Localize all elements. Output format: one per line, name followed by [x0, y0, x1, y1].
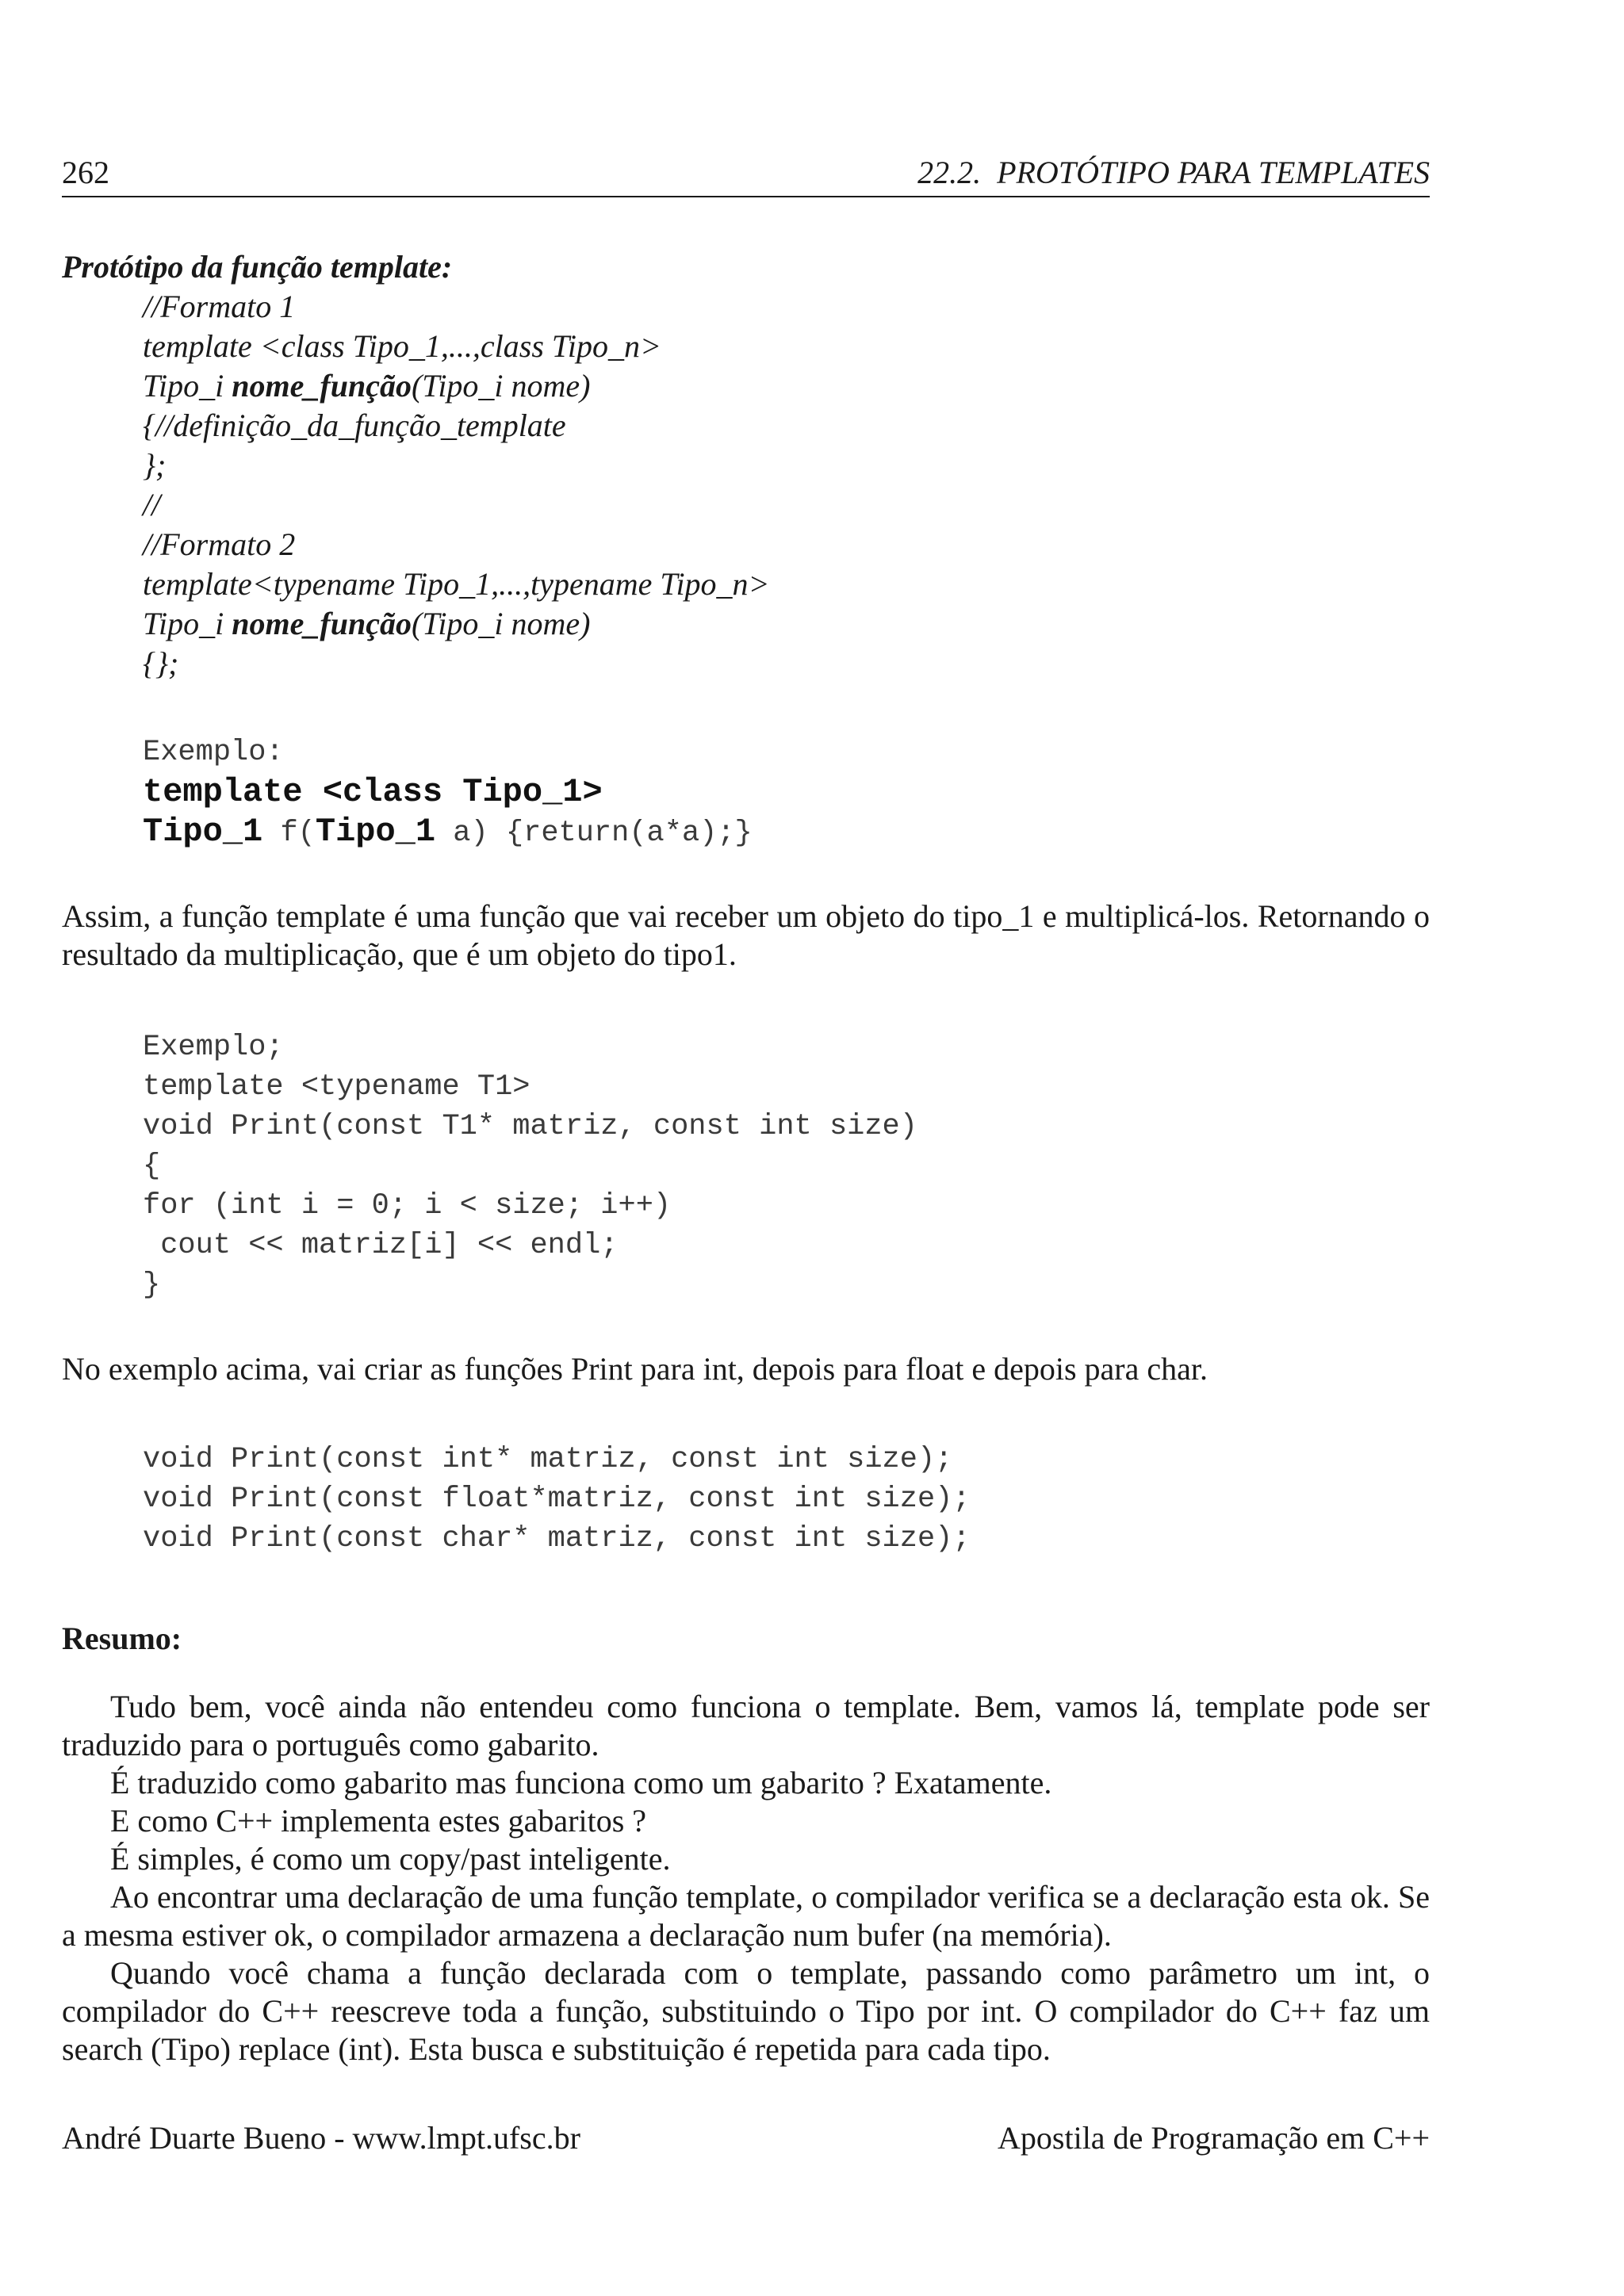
format2-sig-name: nome_função [232, 606, 412, 641]
example1-return-type: Tipo_1 [143, 813, 263, 851]
format2-template: template<typename Tipo_1,...,typename Tipo_n> [143, 566, 770, 602]
resumo-paragraph: Quando você chama a função declarada com o template, passando como parâmetro um int, o compilador do C++ reescreve toda a função, substituindo o Tipo por int. O compilador do C++ faz um search (Tipo) replace (int). Esta busca e substituição é repetida para cada tipo. [62, 1955, 1430, 2067]
example1-line2 [143, 813, 753, 851]
resumo-paragraph: Tudo bem, você ainda não entendeu como funciona o template. Bem, vamos lá, template pode ser traduzido para o português como gabarito. [62, 1689, 1430, 1762]
format1-template: template <class Tipo_1,...,class Tipo_n> [143, 328, 662, 364]
example1-param-type: Tipo_1 [315, 813, 436, 851]
example1-line1: template <class Tipo_1> [143, 773, 603, 811]
format2-signature [143, 605, 591, 642]
format1-sig-name: nome_função [232, 368, 412, 404]
example2-line: void Print(const T1* matriz, const int size) [143, 1110, 917, 1143]
footer-book-title: Apostila de Programação em C++ [998, 2120, 1430, 2156]
example3-line: void Print(const int* matriz, const int size); [143, 1443, 953, 1476]
example2-line: for (int i = 0; i < size; i++) [143, 1189, 672, 1223]
example2-line: template <typename T1> [143, 1070, 530, 1104]
example2-line: Exemplo; [143, 1031, 284, 1064]
format1-body: {//definição_da_função_template [143, 408, 566, 443]
resumo-paragraph: E como C++ implementa estes gabaritos ? [110, 1803, 647, 1839]
format1-signature [143, 367, 591, 404]
example3-line: void Print(const float*matriz, const int size); [143, 1483, 971, 1516]
paragraph-explanation-2: No exemplo acima, vai criar as funções Print para int, depois para float e depois para char. [62, 1351, 1208, 1387]
example1-label: Exemplo: [143, 736, 284, 769]
format1-close: }; [143, 447, 167, 483]
format2-sig-post: (Tipo_i nome) [411, 606, 591, 641]
prototype-heading: Protótipo da função template: [62, 249, 453, 285]
format1-comment: //Formato 1 [143, 289, 296, 324]
example3-line: void Print(const char* matriz, const int size); [143, 1522, 971, 1556]
header-rule [62, 196, 1430, 197]
example2-line: cout << matriz[i] << endl; [143, 1229, 619, 1262]
resumo-paragraph: Ao encontrar uma declaração de uma função template, o compilador verifica se a declaração esta ok. Se a mesma estiver ok, o compilador armazena a declaração num bufer (na memória). [62, 1879, 1430, 1953]
format1-sig-post: (Tipo_i nome) [411, 368, 591, 404]
resumo-paragraph: É traduzido como gabarito mas funciona como um gabarito ? Exatamente. [110, 1765, 1052, 1800]
page-number: 262 [62, 155, 109, 190]
example1-func-name: f( [262, 817, 316, 850]
footer-author: André Duarte Bueno - www.lmpt.ufsc.br [62, 2120, 580, 2156]
format2-body: {}; [143, 645, 179, 681]
format1-sig-pre: Tipo_i [143, 368, 232, 404]
example2-line: { [143, 1150, 161, 1183]
example1-body: a) {return(a*a);} [435, 817, 753, 850]
resumo-heading: Resumo: [62, 1621, 182, 1656]
resumo-paragraph: É simples, é como um copy/past inteligente. [110, 1841, 671, 1877]
example2-line: } [143, 1269, 161, 1302]
format2-sig-pre: Tipo_i [143, 606, 232, 641]
format2-comment: //Formato 2 [143, 526, 296, 562]
separator-comment: // [143, 487, 161, 522]
paragraph-explanation-1: Assim, a função template é uma função que vai receber um objeto do tipo_1 e multiplicá-los. Retornando o resultado da multiplicação, que é um objeto do tipo1. [62, 898, 1430, 972]
section-title: 22.2. PROTÓTIPO PARA TEMPLATES [917, 155, 1430, 190]
